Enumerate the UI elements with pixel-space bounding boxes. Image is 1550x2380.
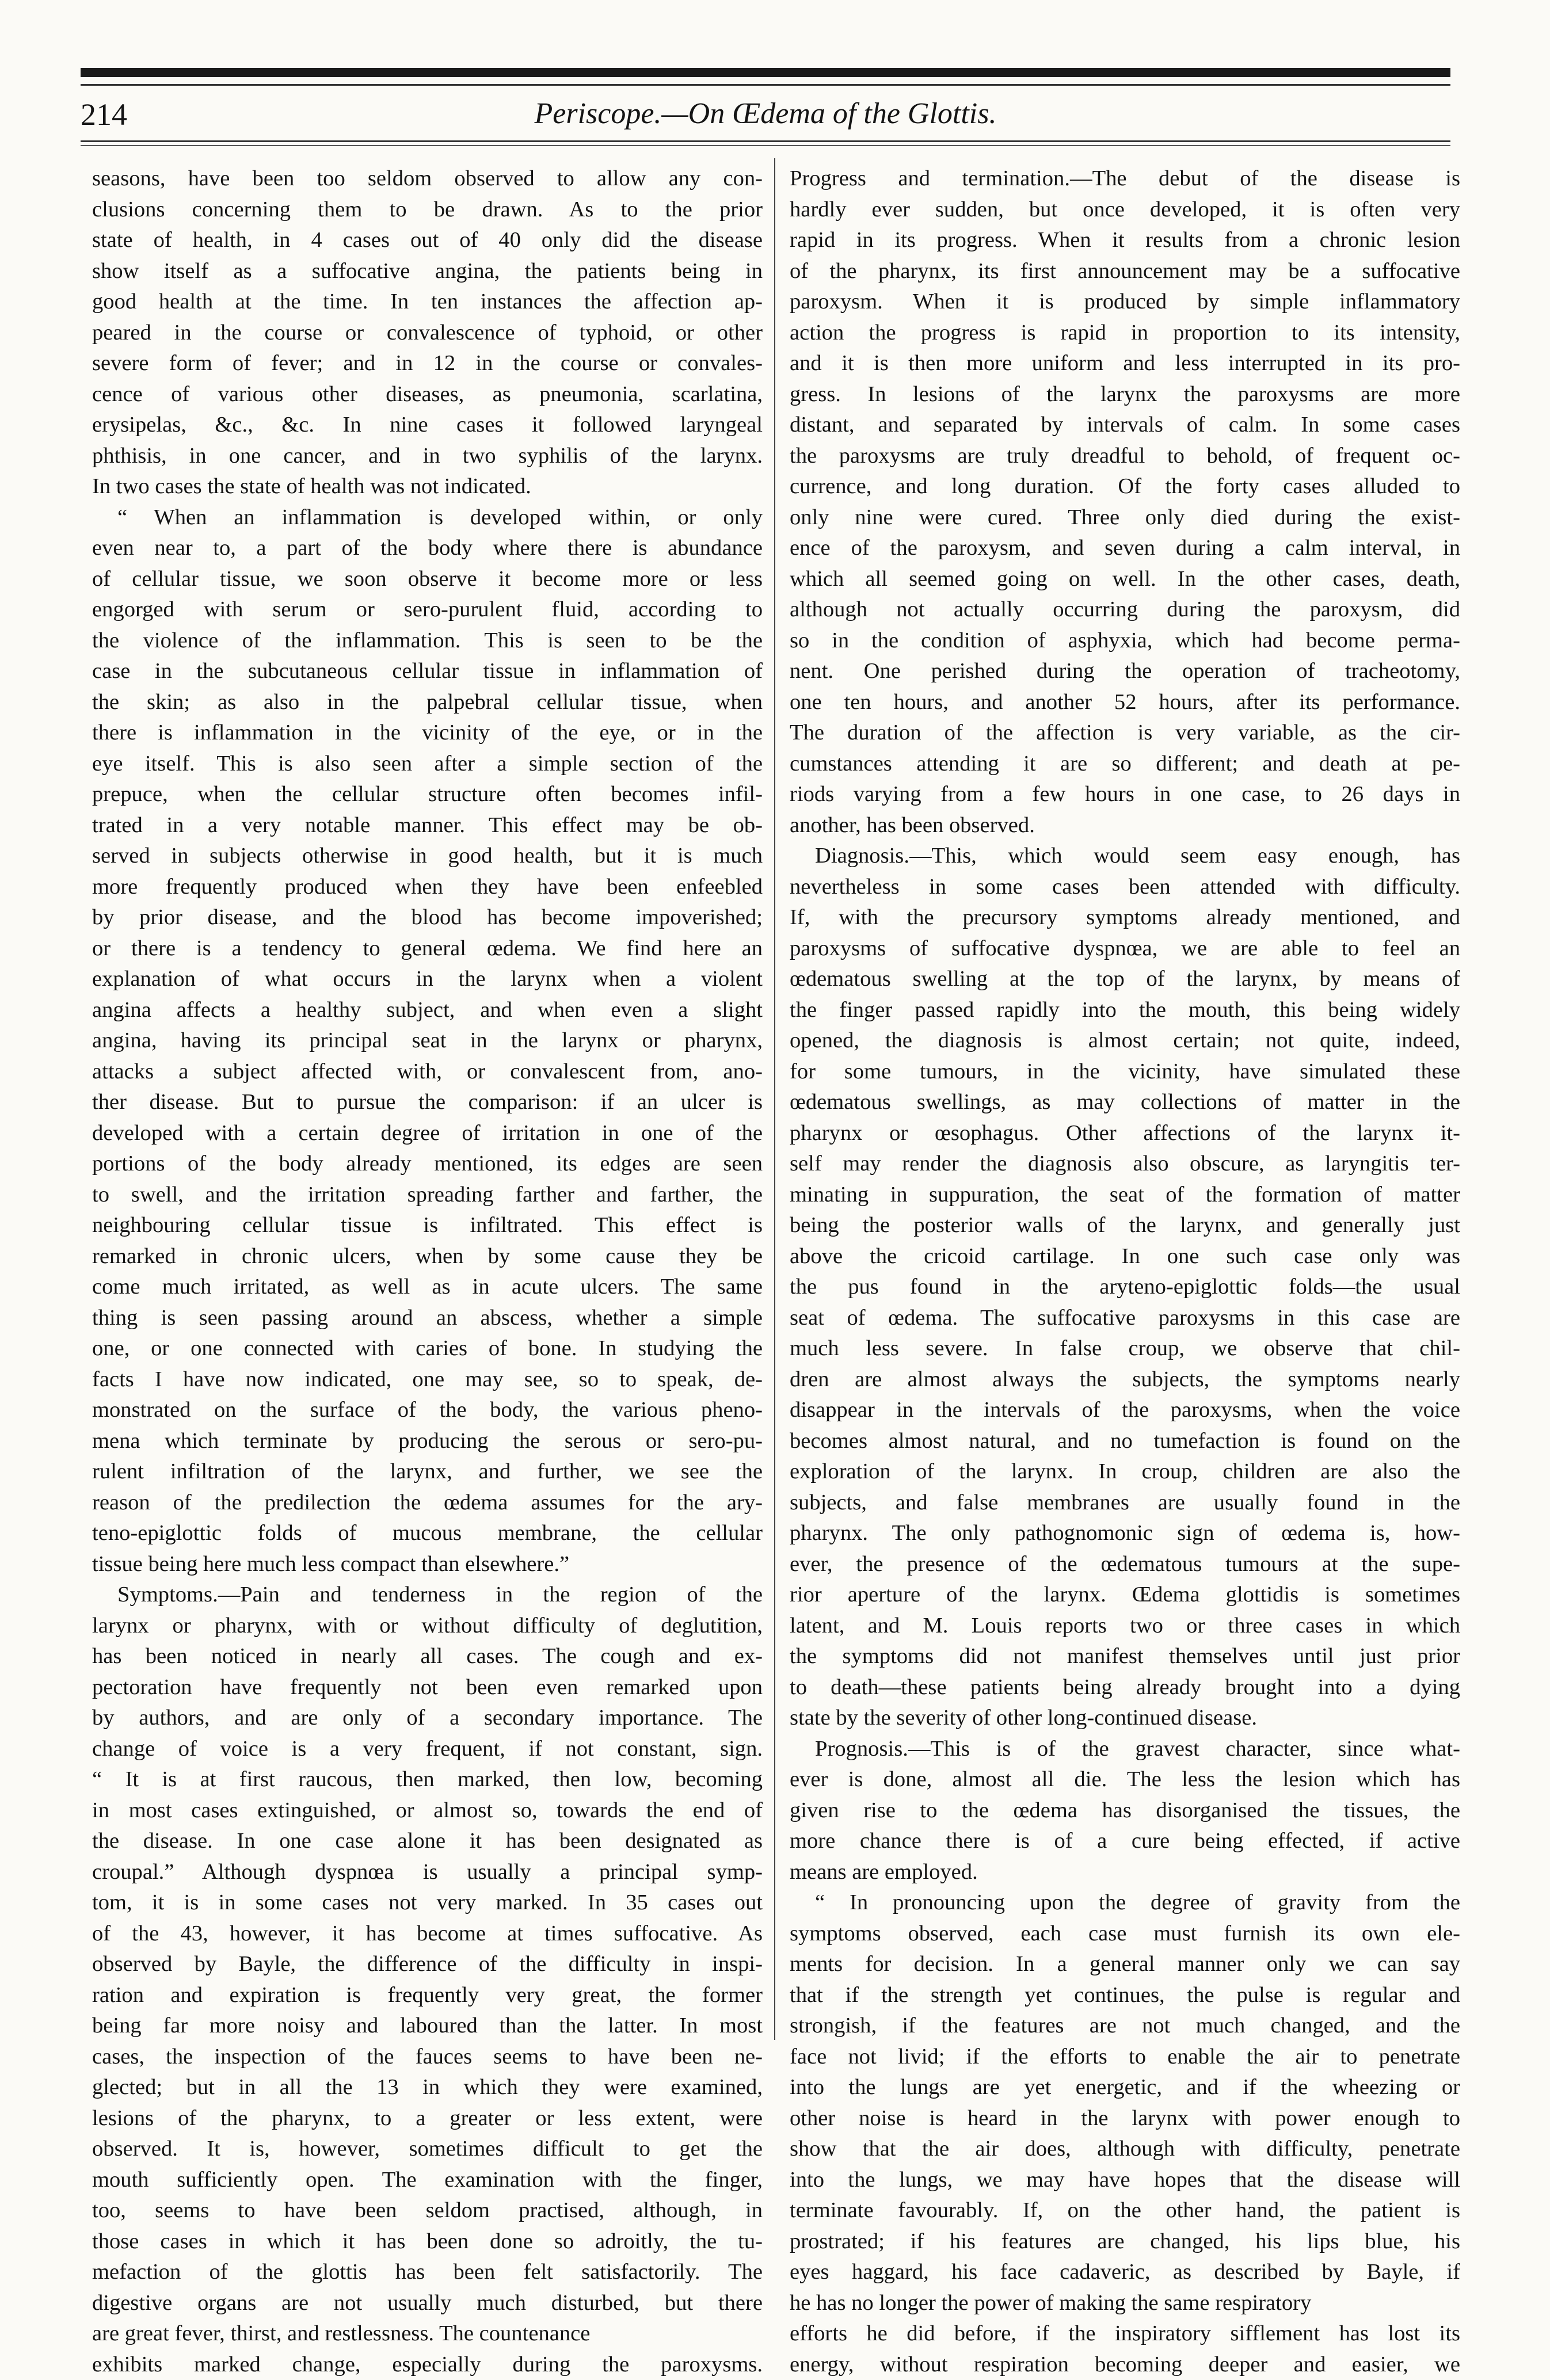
text-line: trated in a very notable manner. This effect may be ob- xyxy=(92,810,763,841)
text-line: the pus found in the aryteno-epiglottic folds—the usual xyxy=(790,1272,1460,1303)
text-line: being the posterior walls of the larynx, and generally just xyxy=(790,1210,1460,1241)
text-line: eyes haggard, his face cadaveric, as described by Bayle, if xyxy=(790,2257,1460,2288)
text-line: paroxysms of suffocative dyspnœa, we are able to feel an xyxy=(790,933,1460,964)
text-line: although not actually occurring during the paroxysm, did xyxy=(790,594,1460,625)
text-line: even near to, a part of the body where there is abundance xyxy=(92,533,763,564)
text-line: angina affects a healthy subject, and when even a slight xyxy=(92,995,763,1026)
text-line: those cases in which it has been done so adroitly, the tu- xyxy=(92,2226,763,2257)
text-line: dren are almost always the subjects, the symptoms nearly xyxy=(790,1364,1460,1395)
text-line: other noise is heard in the larynx with power enough to xyxy=(790,2103,1460,2134)
text-line: in most cases extinguished, or almost so, towards the end of xyxy=(92,1795,763,1826)
text-line: of the pharynx, its first announcement may be a suffocative xyxy=(790,256,1460,287)
text-line: seasons, have been too seldom observed to allow any con- xyxy=(92,163,763,194)
text-line: to swell, and the irritation spreading farther and farther, the xyxy=(92,1180,763,1211)
text-line: into the lungs are yet energetic, and if the wheezing or xyxy=(790,2072,1460,2103)
text-line: cases, the inspection of the fauces seems to have been ne- xyxy=(92,2042,763,2073)
text-line: teno-epiglottic folds of mucous membrane, the cellular xyxy=(92,1518,763,1549)
text-line: action the progress is rapid in proportion to its intensity, xyxy=(790,318,1460,349)
text-line: digestive organs are not usually much disturbed, but there xyxy=(92,2288,763,2319)
text-line: hardly ever sudden, but once developed, it is often very xyxy=(790,194,1460,226)
text-line: œdematous swellings, as may collections of matter in the xyxy=(790,1087,1460,1118)
text-line: œdematous swelling at the top of the larynx, by means of xyxy=(790,964,1460,995)
text-line: or there is a tendency to general œdema. We find here an xyxy=(92,933,763,964)
text-line: nevertheless in some cases been attended with difficulty. xyxy=(790,872,1460,903)
text-line: ence of the paroxysm, and seven during a calm interval, in xyxy=(790,533,1460,564)
text-line: engorged with serum or sero-purulent fluid, according to xyxy=(92,594,763,625)
header-rule-thick xyxy=(81,68,1450,77)
text-line: If, with the precursory symptoms already mentioned, and xyxy=(790,902,1460,933)
text-line: one ten hours, and another 52 hours, after its performance. xyxy=(790,687,1460,718)
left-column xyxy=(92,163,763,2380)
text-line: “ When an inflammation is developed within, or only xyxy=(92,502,763,533)
text-line: lesions of the pharynx, to a greater or less extent, were xyxy=(92,2103,763,2134)
text-line: and it is then more uniform and less interrupted in its pro- xyxy=(790,348,1460,379)
text-line: rior aperture of the larynx. Œdema glottidis is sometimes xyxy=(790,1580,1460,1611)
text-line: neighbouring cellular tissue is infiltrated. This effect is xyxy=(92,1210,763,1241)
text-line: croupal.” Although dyspnœa is usually a principal symp- xyxy=(92,1857,763,1888)
text-line: by authors, and are only of a secondary importance. The xyxy=(92,1703,763,1734)
text-line: disappear in the intervals of the paroxysms, when the voice xyxy=(790,1395,1460,1426)
text-line: rapid in its progress. When it results from a chronic lesion xyxy=(790,225,1460,256)
text-line: good health at the time. In ten instances the affection ap- xyxy=(92,287,763,318)
text-line: cence of various other diseases, as pneumonia, scarlatina, xyxy=(92,379,763,410)
text-line: Diagnosis.—This, which would seem easy enough, has xyxy=(790,841,1460,872)
text-line: by prior disease, and the blood has become impoverished; xyxy=(92,902,763,933)
text-line: exhibits marked change, especially during the paroxysms. xyxy=(92,2350,763,2380)
text-line: prepuce, when the cellular structure often becomes infil- xyxy=(92,779,763,810)
text-line: too, seems to have been seldom practised, although, in xyxy=(92,2195,763,2226)
text-line: severe form of fever; and in 12 in the course or convales- xyxy=(92,348,763,379)
text-line: come much irritated, as well as in acute ulcers. The same xyxy=(92,1272,763,1303)
text-line: means are employed. xyxy=(790,1857,1460,1888)
text-line: the disease. In one case alone it has been designated as xyxy=(92,1826,763,1857)
text-line: for some tumours, in the vicinity, have simulated these xyxy=(790,1056,1460,1088)
text-line: ration and expiration is frequently very great, the former xyxy=(92,1980,763,2011)
page-header xyxy=(81,97,1450,140)
text-line: tissue being here much less compact than elsewhere.” xyxy=(92,1549,763,1580)
text-line: Prognosis.—This is of the gravest character, since what- xyxy=(790,1734,1460,1765)
text-line: change of voice is a very frequent, if not constant, sign. xyxy=(92,1734,763,1765)
text-line: ever, the presence of the œdematous tumours at the supe- xyxy=(790,1549,1460,1580)
text-line: symptoms observed, each case must furnish its own ele- xyxy=(790,1919,1460,1950)
text-line: only nine were cured. Three only died during the exist- xyxy=(790,502,1460,533)
text-line: energy, without respiration becoming deeper and easier, we xyxy=(790,2350,1460,2380)
text-line: tom, it is in some cases not very marked. In 35 cases out xyxy=(92,1887,763,1919)
text-line: another, has been observed. xyxy=(790,810,1460,841)
text-line: erysipelas, &c., &c. In nine cases it followed laryngeal xyxy=(92,410,763,441)
text-line: opened, the diagnosis is almost certain; not quite, indeed, xyxy=(790,1025,1460,1056)
text-line: state of health, in 4 cases out of 40 only did the disease xyxy=(92,225,763,256)
text-line: given rise to the œdema has disorganised the tissues, the xyxy=(790,1795,1460,1826)
text-line: reason of the predilection the œdema assumes for the ary- xyxy=(92,1488,763,1519)
text-line: glected; but in all the 13 in which they were examined, xyxy=(92,2072,763,2103)
header-rule-lower-2 xyxy=(81,145,1450,146)
text-line: ments for decision. In a general manner only we can say xyxy=(790,1949,1460,1980)
text-line: pectoration have frequently not been even remarked upon xyxy=(92,1672,763,1703)
text-line: angina, having its principal seat in the larynx or pharynx, xyxy=(92,1025,763,1056)
text-line: In two cases the state of health was not indicated. xyxy=(92,471,763,502)
text-line: peared in the course or convalescence of typhoid, or other xyxy=(92,318,763,349)
text-line: seat of œdema. The suffocative paroxysms in this case are xyxy=(790,1303,1460,1334)
text-line: observed. It is, however, sometimes difficult to get the xyxy=(92,2134,763,2165)
text-line: portions of the body already mentioned, its edges are seen xyxy=(92,1149,763,1180)
text-line: more frequently produced when they have been enfeebled xyxy=(92,872,763,903)
text-line: minating in suppuration, the seat of the formation of matter xyxy=(790,1180,1460,1211)
text-line: that if the strength yet continues, the pulse is regular and xyxy=(790,1980,1460,2011)
text-line: The duration of the affection is very variable, as the cir- xyxy=(790,718,1460,749)
text-line: served in subjects otherwise in good health, but it is much xyxy=(92,841,763,872)
text-line: strongish, if the features are not much changed, and the xyxy=(790,2011,1460,2042)
text-line: face not livid; if the efforts to enable the air to penetrate xyxy=(790,2042,1460,2073)
text-line: attacks a subject affected with, or convalescent from, ano- xyxy=(92,1056,763,1088)
text-line: prostrated; if his features are changed, his lips blue, his xyxy=(790,2226,1460,2257)
text-line: self may render the diagnosis also obscure, as laryngitis ter- xyxy=(790,1149,1460,1180)
text-line: eye itself. This is also seen after a simple section of the xyxy=(92,749,763,780)
text-line: more chance there is of a cure being effected, if active xyxy=(790,1826,1460,1857)
text-line: state by the severity of other long-continued disease. xyxy=(790,1703,1460,1734)
text-line: observed by Bayle, the difference of the difficulty in inspi- xyxy=(92,1949,763,1980)
text-line: there is inflammation in the vicinity of the eye, or in the xyxy=(92,718,763,749)
text-line: thing is seen passing around an abscess, whether a simple xyxy=(92,1303,763,1334)
text-line: exploration of the larynx. In croup, children are also the xyxy=(790,1456,1460,1488)
text-line: of the 43, however, it has become at times suffocative. As xyxy=(92,1919,763,1950)
text-line: so in the condition of asphyxia, which had become perma- xyxy=(790,625,1460,657)
text-line: currence, and long duration. Of the forty cases alluded to xyxy=(790,471,1460,502)
text-line: the finger passed rapidly into the mouth, this being widely xyxy=(790,995,1460,1026)
text-line: case in the subcutaneous cellular tissue in inflammation of xyxy=(92,656,763,687)
text-line: mena which terminate by producing the serous or sero-pu- xyxy=(92,1426,763,1457)
text-line: pharynx or œsophagus. Other affections of the larynx it- xyxy=(790,1118,1460,1149)
text-line: pharynx. The only pathognomonic sign of œdema is, how- xyxy=(790,1518,1460,1549)
text-line: latent, and M. Louis reports two or three cases in which xyxy=(790,1611,1460,1642)
right-column xyxy=(790,163,1460,2380)
text-line: the violence of the inflammation. This is seen to be the xyxy=(92,625,763,657)
text-line: ther disease. But to pursue the comparison: if an ulcer is xyxy=(92,1087,763,1118)
text-line: the skin; as also in the palpebral cellular tissue, when xyxy=(92,687,763,718)
text-line: terminate favourably. If, on the other hand, the patient is xyxy=(790,2195,1460,2226)
text-line: gress. In lesions of the larynx the paroxysms are more xyxy=(790,379,1460,410)
text-line: facts I have now indicated, one may see, so to speak, de- xyxy=(92,1364,763,1395)
text-line: nent. One perished during the operation of tracheotomy, xyxy=(790,656,1460,687)
text-line: being far more noisy and laboured than the latter. In most xyxy=(92,2011,763,2042)
text-line: monstrated on the surface of the body, the various pheno- xyxy=(92,1395,763,1426)
text-line: into the lungs, we may have hopes that the disease will xyxy=(790,2165,1460,2196)
text-line: the symptoms did not manifest themselves until just prior xyxy=(790,1641,1460,1672)
text-line: one, or one connected with caries of bone. In studying the xyxy=(92,1333,763,1364)
text-line: cumstances attending it are so different; and death at pe- xyxy=(790,749,1460,780)
text-line: mouth sufficiently open. The examination with the finger, xyxy=(92,2165,763,2196)
header-rule-thin xyxy=(81,84,1450,86)
header-rule-lower xyxy=(81,140,1450,142)
text-line: developed with a certain degree of irritation in one of the xyxy=(92,1118,763,1149)
running-title: Periscope.—On Œdema of the Glottis. xyxy=(81,97,1450,131)
text-line: explanation of what occurs in the larynx when a violent xyxy=(92,964,763,995)
text-line: becomes almost natural, and no tumefaction is found on the xyxy=(790,1426,1460,1457)
text-line: Symptoms.—Pain and tenderness in the region of the xyxy=(92,1580,763,1611)
text-line: has been noticed in nearly all cases. The cough and ex- xyxy=(92,1641,763,1672)
text-line: riods varying from a few hours in one case, to 26 days in xyxy=(790,779,1460,810)
text-line: remarked in chronic ulcers, when by some cause they be xyxy=(92,1241,763,1272)
text-line: clusions concerning them to be drawn. As to the prior xyxy=(92,194,763,226)
page-number: 214 xyxy=(81,97,127,132)
text-line: “ In pronouncing upon the degree of gravity from the xyxy=(790,1887,1460,1919)
text-line: paroxysm. When it is produced by simple inflammatory xyxy=(790,287,1460,318)
column-divider xyxy=(774,158,775,2040)
text-line: efforts he did before, if the inspiratory sifflement has lost its xyxy=(790,2318,1460,2350)
text-line: to death—these patients being already brought into a dying xyxy=(790,1672,1460,1703)
text-line: ever is done, almost all die. The less the lesion which has xyxy=(790,1764,1460,1795)
text-line: of cellular tissue, we soon observe it become more or less xyxy=(92,564,763,595)
text-line: above the cricoid cartilage. In one such case only was xyxy=(790,1241,1460,1272)
text-line: larynx or pharynx, with or without difficulty of deglutition, xyxy=(92,1611,763,1642)
text-line: much less severe. In false croup, we observe that chil- xyxy=(790,1333,1460,1364)
text-line: which all seemed going on well. In the other cases, death, xyxy=(790,564,1460,595)
text-line: the paroxysms are truly dreadful to behold, of frequent oc- xyxy=(790,441,1460,472)
text-line: rulent infiltration of the larynx, and further, we see the xyxy=(92,1456,763,1488)
text-line: show that the air does, although with difficulty, penetrate xyxy=(790,2134,1460,2165)
text-line: show itself as a suffocative angina, the patients being in xyxy=(92,256,763,287)
text-line: “ It is at first raucous, then marked, then low, becoming xyxy=(92,1764,763,1795)
text-line: mefaction of the glottis has been felt satisfactorily. The xyxy=(92,2257,763,2288)
text-line: phthisis, in one cancer, and in two syphilis of the larynx. xyxy=(92,441,763,472)
text-line: he has no longer the power of making the same respiratory xyxy=(790,2288,1460,2319)
text-line: are great fever, thirst, and restlessness. The countenance xyxy=(92,2318,763,2350)
text-line: subjects, and false membranes are usually found in the xyxy=(790,1488,1460,1519)
text-line: distant, and separated by intervals of calm. In some cases xyxy=(790,410,1460,441)
text-line: Progress and termination.—The debut of the disease is xyxy=(790,163,1460,194)
